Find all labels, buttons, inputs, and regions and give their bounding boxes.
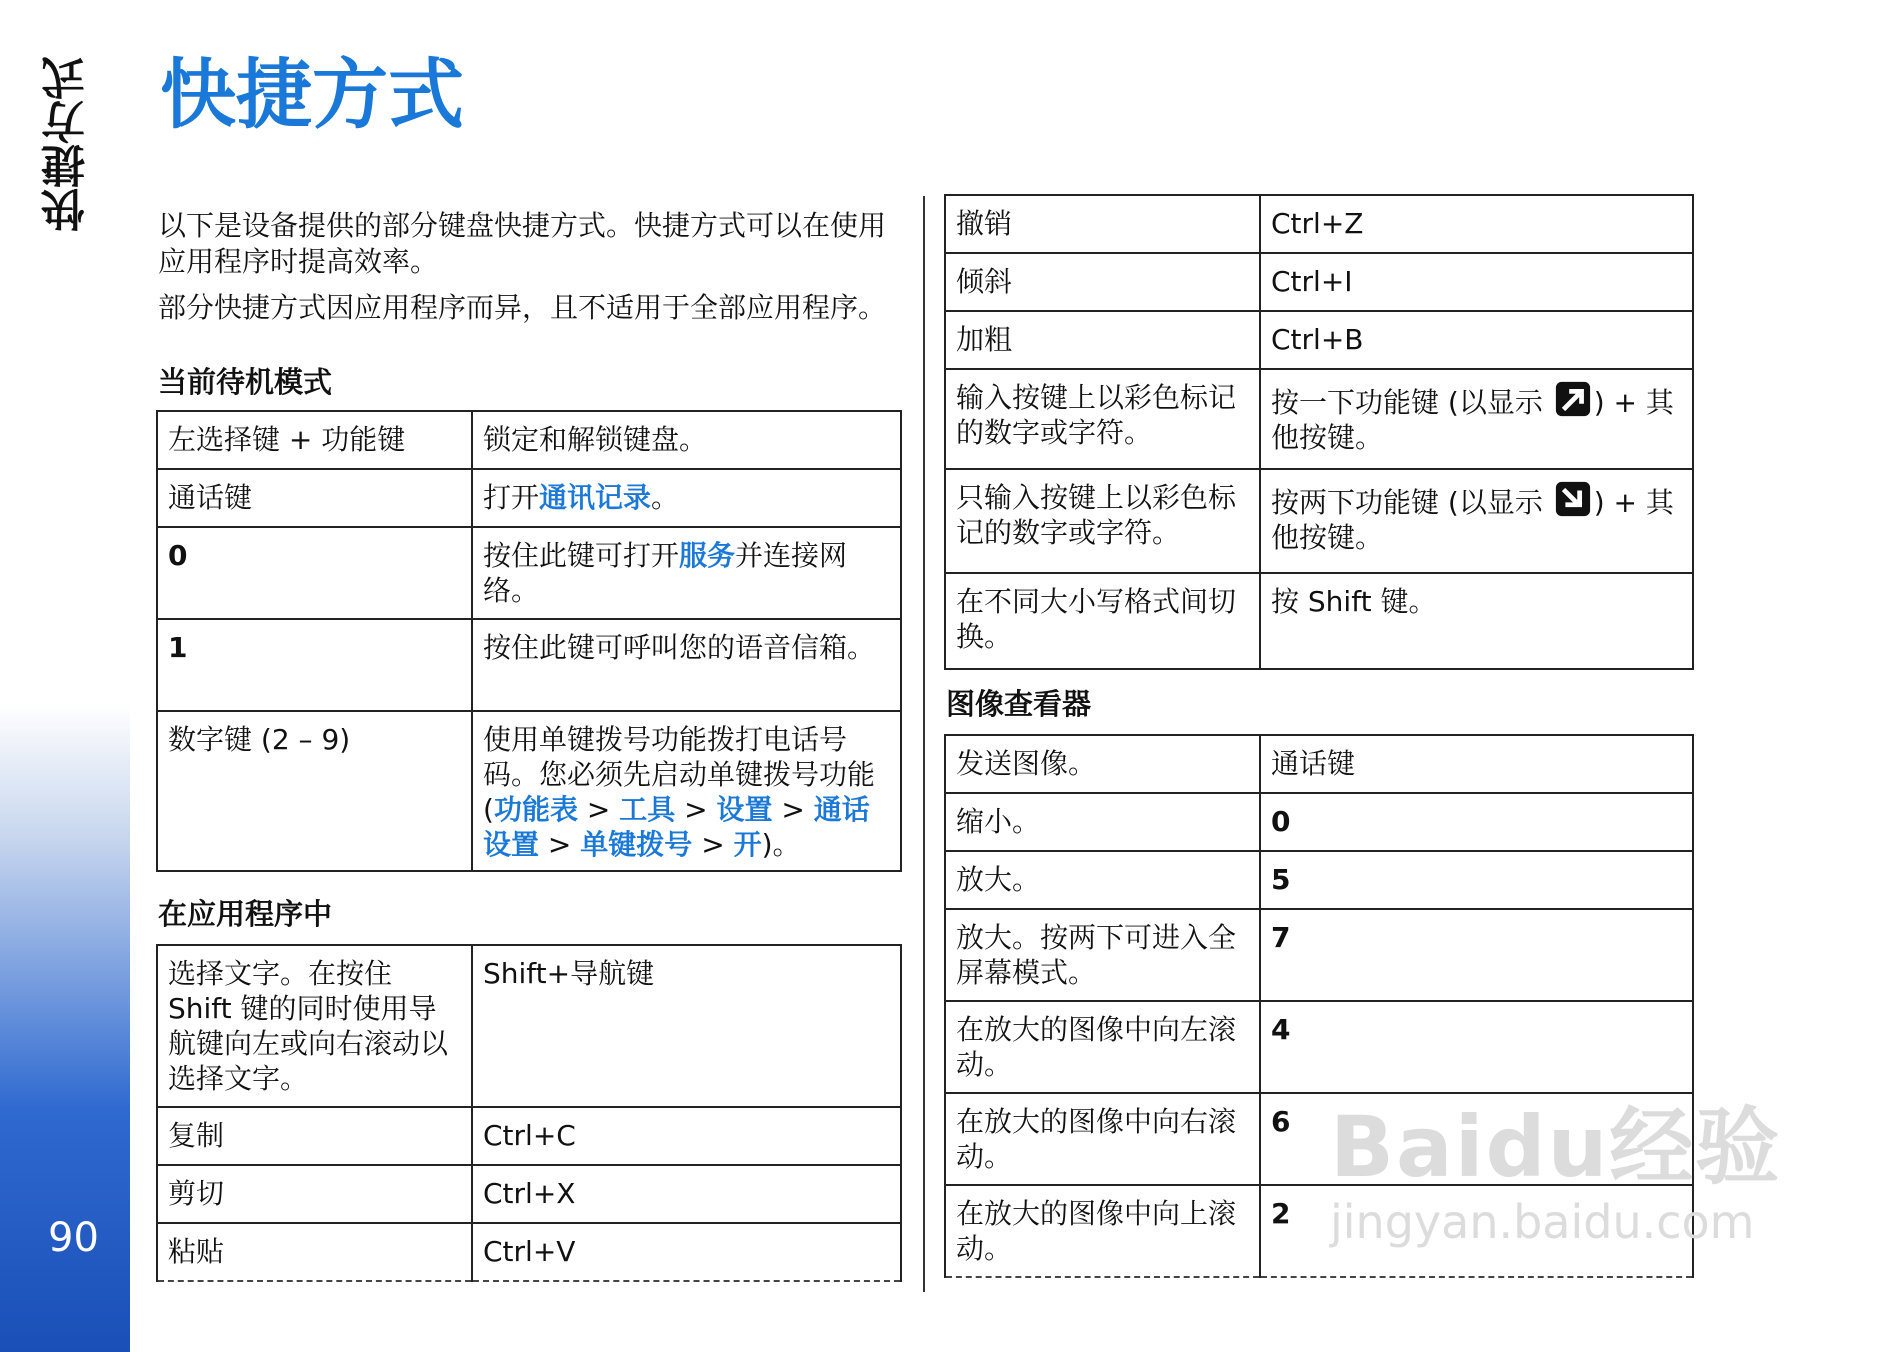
function-key-lock-icon [1554, 480, 1592, 518]
link-speed-dial[interactable]: 单键拨号 [580, 828, 693, 861]
shortcut-key: Ctrl+V [472, 1223, 901, 1281]
shortcut-key: Shift+导航键 [472, 945, 901, 1107]
table-row [157, 945, 901, 1107]
shortcut-key: 2 [1260, 1185, 1693, 1277]
shortcut-desc [472, 469, 901, 527]
apps-heading: 在应用程序中 [158, 897, 333, 931]
key-text: 按两下功能键 (以显示 [1271, 486, 1552, 519]
table-row [945, 851, 1693, 909]
table-row [157, 1165, 901, 1223]
standby-table [156, 410, 902, 872]
path-separator: > [772, 793, 814, 826]
shortcut-key: Ctrl+B [1260, 311, 1693, 369]
desc-text: 并连接网络。 [483, 539, 848, 607]
table-row [157, 1107, 901, 1165]
table-row [945, 793, 1693, 851]
shortcut-desc: 复制 [157, 1107, 472, 1165]
shortcut-key: 6 [1260, 1093, 1693, 1185]
path-separator: > [675, 793, 717, 826]
standby-heading: 当前待机模式 [158, 365, 333, 399]
shortcut-desc: 按住此键可呼叫您的语音信箱。 [472, 619, 901, 711]
watermark-url: jingyan.baidu.com [1330, 1195, 1755, 1249]
shortcut-key: Ctrl+C [472, 1107, 901, 1165]
shortcut-key: 1 [157, 619, 472, 711]
shortcut-desc: 放大。按两下可进入全屏幕模式。 [945, 909, 1260, 1001]
shortcut-desc: 在放大的图像中向右滚动。 [945, 1093, 1260, 1185]
path-separator: > [577, 793, 620, 826]
link-call-settings[interactable]: 通话设置 [483, 793, 870, 861]
shortcut-desc [472, 711, 901, 871]
desc-text: )。 [761, 828, 801, 861]
link-services[interactable]: 服务 [679, 539, 736, 572]
shortcut-key: 左选择键 + 功能键 [157, 411, 472, 469]
shortcut-desc: 倾斜 [945, 253, 1260, 311]
table-row [945, 253, 1693, 311]
table-row [945, 735, 1693, 793]
key-text: ) + 其他按键。 [1271, 386, 1674, 454]
table-row [945, 195, 1693, 253]
page-title: 快捷方式 [160, 50, 464, 139]
shortcut-desc: 加粗 [945, 311, 1260, 369]
apps-cont-table [944, 194, 1694, 670]
shortcut-key: 4 [1260, 1001, 1693, 1093]
shortcut-desc: 撤销 [945, 195, 1260, 253]
shortcut-key: 7 [1260, 909, 1693, 1001]
shortcut-key: 按 Shift 键。 [1260, 573, 1693, 669]
shortcut-desc: 在不同大小写格式间切换。 [945, 573, 1260, 669]
table-row [157, 1223, 901, 1281]
shortcut-desc: 缩小。 [945, 793, 1260, 851]
sidebar [0, 0, 130, 1352]
table-row [945, 311, 1693, 369]
shortcut-desc: 剪切 [157, 1165, 472, 1223]
shortcut-key [1260, 469, 1693, 573]
shortcut-desc [472, 527, 901, 619]
key-text: 按一下功能键 (以显示 [1271, 386, 1552, 419]
shortcut-desc: 在放大的图像中向上滚动。 [945, 1185, 1260, 1277]
shortcut-desc: 在放大的图像中向左滚动。 [945, 1001, 1260, 1093]
table-row [945, 573, 1693, 669]
table-row [157, 411, 901, 469]
shortcut-desc: 选择文字。在按住 Shift 键的同时使用导航键向左或向右滚动以选择文字。 [157, 945, 472, 1107]
shortcut-desc: 锁定和解锁键盘。 [472, 411, 901, 469]
table-row [945, 1185, 1693, 1277]
viewer-table [944, 734, 1694, 1278]
key-text: ) + 其他按键。 [1271, 486, 1674, 554]
intro-paragraph-1: 以下是设备提供的部分键盘快捷方式。快捷方式可以在使用应用程序时提高效率。 [158, 209, 887, 278]
table-row [157, 469, 901, 527]
link-call-log[interactable]: 通讯记录 [539, 481, 652, 514]
table-row [157, 619, 901, 711]
table-row [945, 469, 1693, 573]
path-separator: > [692, 828, 734, 861]
table-row [157, 527, 901, 619]
watermark-logo: Baidu经验 [1330, 1098, 1782, 1196]
shortcut-key: Ctrl+I [1260, 253, 1693, 311]
shortcut-key: Ctrl+Z [1260, 195, 1693, 253]
shortcut-desc: 发送图像。 [945, 735, 1260, 793]
link-menu[interactable]: 功能表 [493, 793, 578, 826]
table-row [945, 1001, 1693, 1093]
path-separator: > [539, 828, 581, 861]
viewer-heading: 图像查看器 [946, 687, 1092, 721]
table-row [945, 909, 1693, 1001]
sidebar-title: 快捷方式 [42, 56, 93, 232]
column-divider [923, 196, 925, 1292]
shortcut-key: 5 [1260, 851, 1693, 909]
table-row [945, 369, 1693, 469]
shortcut-desc: 粘贴 [157, 1223, 472, 1281]
shortcut-desc: 放大。 [945, 851, 1260, 909]
shortcut-key: 数字键 (2 – 9) [157, 711, 472, 871]
link-tools[interactable]: 工具 [619, 793, 676, 826]
shortcut-desc: 输入按键上以彩色标记的数字或字符。 [945, 369, 1260, 469]
desc-text: 打开 [483, 481, 540, 514]
desc-text: 。 [651, 481, 680, 514]
shortcut-key: 0 [157, 527, 472, 619]
page-number: 90 [48, 1215, 99, 1261]
table-row [945, 1093, 1693, 1185]
shortcut-key: 0 [1260, 793, 1693, 851]
intro-paragraph-2: 部分快捷方式因应用程序而异，且不适用于全部应用程序。 [158, 291, 887, 324]
shortcut-key [1260, 369, 1693, 469]
shortcut-key: Ctrl+X [472, 1165, 901, 1223]
shortcut-desc: 只输入按键上以彩色标记的数字或字符。 [945, 469, 1260, 573]
link-on[interactable]: 开 [733, 828, 762, 861]
function-key-arrow-icon [1554, 380, 1592, 418]
desc-text: 使用单键拨号功能拨打电话号码。您必须先启动单键拨号功能 ( [483, 723, 876, 826]
shortcut-key: 通话键 [1260, 735, 1693, 793]
table-row [157, 711, 901, 871]
apps-table [156, 944, 902, 1282]
shortcut-key: 通话键 [157, 469, 472, 527]
desc-text: 按住此键可打开 [483, 539, 680, 572]
link-settings[interactable]: 设置 [716, 793, 773, 826]
